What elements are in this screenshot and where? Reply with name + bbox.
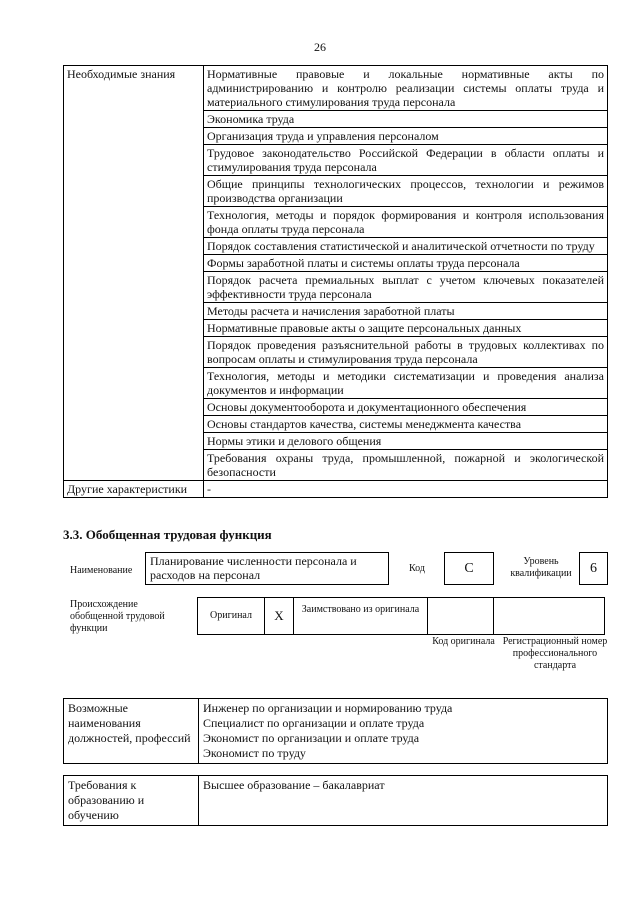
knowledge-item: Организация труда и управления персоналом bbox=[204, 128, 608, 145]
knowledge-item: Методы расчета и начисления заработной платы bbox=[204, 303, 608, 320]
origin-label: Происхождение обобщенной трудовой функции bbox=[70, 599, 165, 634]
other-characteristics-value: - bbox=[204, 481, 608, 498]
function-level-box: 6 bbox=[579, 552, 608, 585]
knowledge-label: Необходимые знания bbox=[64, 66, 204, 481]
code-label: Код bbox=[409, 563, 425, 574]
knowledge-table bbox=[63, 65, 608, 498]
position-item: Экономист по труду bbox=[203, 746, 306, 760]
original-code-label: Код оригинала bbox=[432, 636, 495, 647]
registration-number-label: Регистрационный номер профессионального стандарта bbox=[502, 636, 608, 671]
position-item: Инженер по организации и нормированию труда bbox=[203, 701, 453, 715]
original-label: Оригинал bbox=[197, 597, 265, 635]
function-name-box: Планирование численности персонала и расходов на персонал bbox=[145, 552, 389, 585]
education-label: Требования к образованию и обучению bbox=[64, 776, 199, 826]
education-table bbox=[63, 775, 608, 826]
position-item: Специалист по организации и оплате труда bbox=[203, 716, 425, 730]
section-title: 3.3. Обобщенная трудовая функция bbox=[63, 527, 272, 542]
knowledge-item: Основы документооборота и документационного обеспечения bbox=[204, 399, 608, 416]
knowledge-item: Технология, методы и порядок формирования и контроля использования фонда оплаты труда персонала bbox=[204, 207, 608, 238]
other-characteristics-row bbox=[64, 481, 608, 498]
knowledge-item: Нормативные правовые акты о защите персональных данных bbox=[204, 320, 608, 337]
knowledge-item: Формы заработной платы и системы оплаты труда персонала bbox=[204, 255, 608, 272]
original-code-cell bbox=[427, 597, 494, 635]
positions-table bbox=[63, 698, 608, 764]
origin-row bbox=[197, 597, 608, 635]
knowledge-item: Требования охраны труда, промышленной, пожарной и экологической безопасности bbox=[204, 450, 608, 481]
knowledge-item: Порядок составления статистической и аналитической отчетности по труду bbox=[204, 238, 608, 255]
original-mark: X bbox=[264, 597, 294, 635]
knowledge-item: Трудовое законодательство Российской Федерации в области оплаты и стимулирования труда персонала bbox=[204, 145, 608, 176]
education-value: Высшее образование – бакалавриат bbox=[199, 776, 608, 826]
knowledge-item: Порядок расчета премиальных выплат с учетом ключевых показателей эффективности труда персонала bbox=[204, 272, 608, 303]
knowledge-row bbox=[64, 66, 608, 111]
other-characteristics-label: Другие характеристики bbox=[64, 481, 204, 498]
knowledge-item: Нормативные правовые и локальные нормативные акты по администрированию и контролю реализации системы оплаты труда и материального стимулирования труда персонала bbox=[204, 66, 608, 111]
name-label: Наименование bbox=[70, 565, 133, 576]
knowledge-item: Нормы этики и делового общения bbox=[204, 433, 608, 450]
knowledge-item: Общие принципы технологических процессов, технологии и режимов производства организации bbox=[204, 176, 608, 207]
page-number: 26 bbox=[314, 40, 326, 54]
borrowed-label: Заимствовано из оригинала bbox=[293, 597, 428, 635]
knowledge-item: Порядок проведения разъяснительной работы в трудовых коллективах по вопросам оплаты и стимулирования труда персонала bbox=[204, 337, 608, 368]
knowledge-item: Экономика труда bbox=[204, 111, 608, 128]
positions-list bbox=[199, 699, 608, 764]
level-label: Уровень квалификации bbox=[510, 556, 572, 579]
registration-number-cell bbox=[493, 597, 605, 635]
function-code-box: C bbox=[444, 552, 494, 585]
knowledge-item: Технология, методы и методики систематизации и проведения анализа документов и информации bbox=[204, 368, 608, 399]
knowledge-item: Основы стандартов качества, системы менеджмента качества bbox=[204, 416, 608, 433]
positions-label: Возможные наименования должностей, профессий bbox=[64, 699, 199, 764]
position-item: Экономист по организации и оплате труда bbox=[203, 731, 420, 745]
